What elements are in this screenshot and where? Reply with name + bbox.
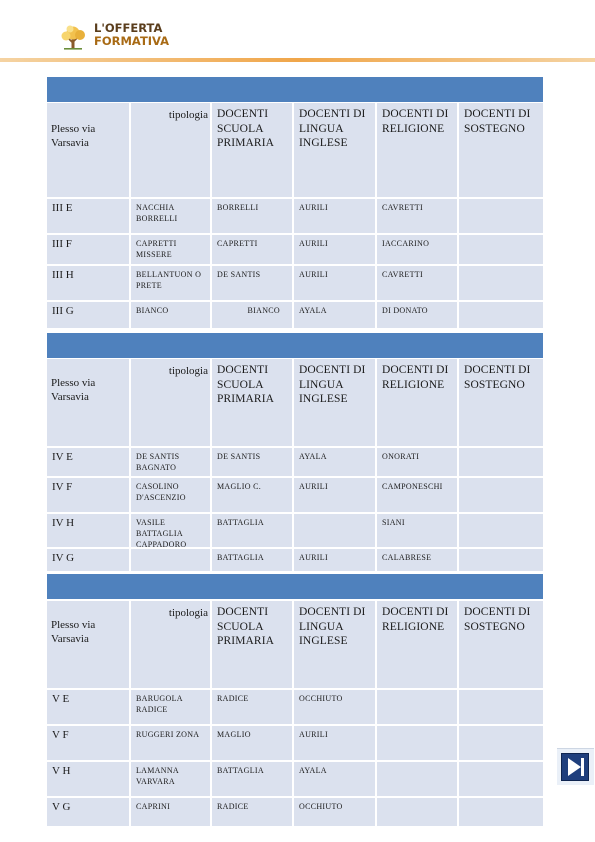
brand-title bbox=[94, 22, 169, 48]
column-header: DOCENTI DI RELIGIONE bbox=[377, 601, 457, 688]
table-cell-tipologia: LAMANNA VARVARA bbox=[131, 762, 210, 796]
table-cell-religione: ONORATI bbox=[377, 448, 457, 476]
table-cell-sostegno bbox=[459, 235, 543, 264]
table-cell-sostegno bbox=[459, 199, 543, 233]
table-cell-inglese: AURILI bbox=[294, 266, 375, 300]
table-cell-sostegno bbox=[459, 549, 543, 571]
tipologia-header: tipologia bbox=[131, 601, 210, 688]
table-cell-inglese: AURILI bbox=[294, 549, 375, 571]
table-title-bar bbox=[47, 77, 543, 102]
column-header: DOCENTI DI RELIGIONE bbox=[377, 359, 457, 446]
table-cell-inglese: AURILI bbox=[294, 199, 375, 233]
table-cell-primaria: BATTAGLIA bbox=[212, 514, 292, 547]
class-label: V G bbox=[47, 798, 129, 826]
table-cell-inglese: AURILI bbox=[294, 726, 375, 760]
table-title-bar bbox=[47, 574, 543, 599]
page-header bbox=[0, 0, 595, 62]
class-label: V F bbox=[47, 726, 129, 760]
table-cell-religione: CALABRESE bbox=[377, 549, 457, 571]
table-cell-religione bbox=[377, 726, 457, 760]
table-cell-primaria: BIANCO bbox=[212, 302, 292, 328]
table-cell-religione bbox=[377, 690, 457, 724]
tipologia-header: tipologia bbox=[131, 103, 210, 197]
class-label: III F bbox=[47, 235, 129, 264]
table-cell-religione: SIANI bbox=[377, 514, 457, 547]
column-header: DOCENTI DI RELIGIONE bbox=[377, 103, 457, 197]
column-header: DOCENTI SCUOLA PRIMARIA bbox=[212, 601, 292, 688]
table-cell-religione: CAVRETTI bbox=[377, 199, 457, 233]
table-cell-religione: CAMPONESCHI bbox=[377, 478, 457, 512]
table-cell-primaria: RADICE bbox=[212, 690, 292, 724]
class-label: IV F bbox=[47, 478, 129, 512]
plesso-label: Plesso via Varsavia bbox=[47, 103, 129, 197]
table-cell-primaria: BATTAGLIA bbox=[212, 549, 292, 571]
table-cell-sostegno bbox=[459, 448, 543, 476]
table-cell-tipologia: CAPRINI bbox=[131, 798, 210, 826]
plesso-label: Plesso via Varsavia bbox=[47, 359, 129, 446]
table-cell-tipologia: RUGGERI ZONA bbox=[131, 726, 210, 760]
table-cell-inglese bbox=[294, 514, 375, 547]
table-cell-inglese: OCCHIUTO bbox=[294, 690, 375, 724]
table-cell-sostegno bbox=[459, 478, 543, 512]
table-cell-inglese: OCCHIUTO bbox=[294, 798, 375, 826]
table-cell-primaria: RADICE bbox=[212, 798, 292, 826]
tipologia-header: tipologia bbox=[131, 359, 210, 446]
table-cell-tipologia: CASOLINO D'ASCENZIO bbox=[131, 478, 210, 512]
table-cell-inglese: AURILI bbox=[294, 478, 375, 512]
tree-logo-icon bbox=[58, 24, 88, 50]
table-cell-primaria: BATTAGLIA bbox=[212, 762, 292, 796]
table-cell-religione bbox=[377, 798, 457, 826]
column-header: DOCENTI SCUOLA PRIMARIA bbox=[212, 359, 292, 446]
column-header: DOCENTI DI SOSTEGNO bbox=[459, 601, 543, 688]
table-cell-sostegno bbox=[459, 690, 543, 724]
column-header: DOCENTI DI LINGUA INGLESE bbox=[294, 103, 375, 197]
column-header: DOCENTI DI SOSTEGNO bbox=[459, 103, 543, 197]
table-cell-sostegno bbox=[459, 266, 543, 300]
table-cell-primaria: DE SANTIS bbox=[212, 448, 292, 476]
table-cell-tipologia: VASILE BATTAGLIA CAPPADORO bbox=[131, 514, 210, 547]
table-cell-tipologia bbox=[131, 549, 210, 571]
table-cell-tipologia: CAPRETTI MISSERE bbox=[131, 235, 210, 264]
next-slide-icon bbox=[561, 753, 589, 781]
brand-line-1: L'OFFERTA bbox=[94, 21, 163, 35]
class-label: IV E bbox=[47, 448, 129, 476]
table-cell-tipologia: DE SANTIS BAGNATO bbox=[131, 448, 210, 476]
class-label: IV G bbox=[47, 549, 129, 571]
table-cell-inglese: AURILI bbox=[294, 235, 375, 264]
table-cell-sostegno bbox=[459, 726, 543, 760]
class-label: IV H bbox=[47, 514, 129, 547]
class-label: V E bbox=[47, 690, 129, 724]
column-header: DOCENTI DI LINGUA INGLESE bbox=[294, 359, 375, 446]
class-label: III H bbox=[47, 266, 129, 300]
column-header: DOCENTI DI LINGUA INGLESE bbox=[294, 601, 375, 688]
class-label: V H bbox=[47, 762, 129, 796]
class-label: III E bbox=[47, 199, 129, 233]
table-cell-religione: DI DONATO bbox=[377, 302, 457, 328]
table-cell-inglese: AYALA bbox=[294, 448, 375, 476]
table-cell-primaria: DE SANTIS bbox=[212, 266, 292, 300]
table-cell-tipologia: BIANCO bbox=[131, 302, 210, 328]
table-cell-tipologia: BELLANTUON O PRETE bbox=[131, 266, 210, 300]
column-header: DOCENTI SCUOLA PRIMARIA bbox=[212, 103, 292, 197]
column-header: DOCENTI DI SOSTEGNO bbox=[459, 359, 543, 446]
table-cell-religione bbox=[377, 762, 457, 796]
table-cell-sostegno bbox=[459, 798, 543, 826]
table-cell-religione: CAVRETTI bbox=[377, 266, 457, 300]
next-slide-button[interactable] bbox=[557, 748, 594, 785]
table-cell-inglese: AYALA bbox=[294, 762, 375, 796]
class-label: III G bbox=[47, 302, 129, 328]
table-cell-primaria: MAGLIO C. bbox=[212, 478, 292, 512]
plesso-label: Plesso via Varsavia bbox=[47, 601, 129, 688]
table-cell-sostegno bbox=[459, 514, 543, 547]
table-title-bar bbox=[47, 333, 543, 358]
table-cell-inglese: AYALA bbox=[294, 302, 375, 328]
table-cell-religione: IACCARINO bbox=[377, 235, 457, 264]
table-cell-tipologia: BARUGOLA RADICE bbox=[131, 690, 210, 724]
table-cell-primaria: BORRELLI bbox=[212, 199, 292, 233]
table-cell-tipologia: NACCHIA BORRELLI bbox=[131, 199, 210, 233]
table-cell-sostegno bbox=[459, 302, 543, 328]
brand-line-2: FORMATIVA bbox=[94, 34, 170, 48]
table-cell-primaria: MAGLIO bbox=[212, 726, 292, 760]
table-cell-sostegno bbox=[459, 762, 543, 796]
table-cell-primaria: CAPRETTI bbox=[212, 235, 292, 264]
header-divider bbox=[0, 58, 595, 62]
